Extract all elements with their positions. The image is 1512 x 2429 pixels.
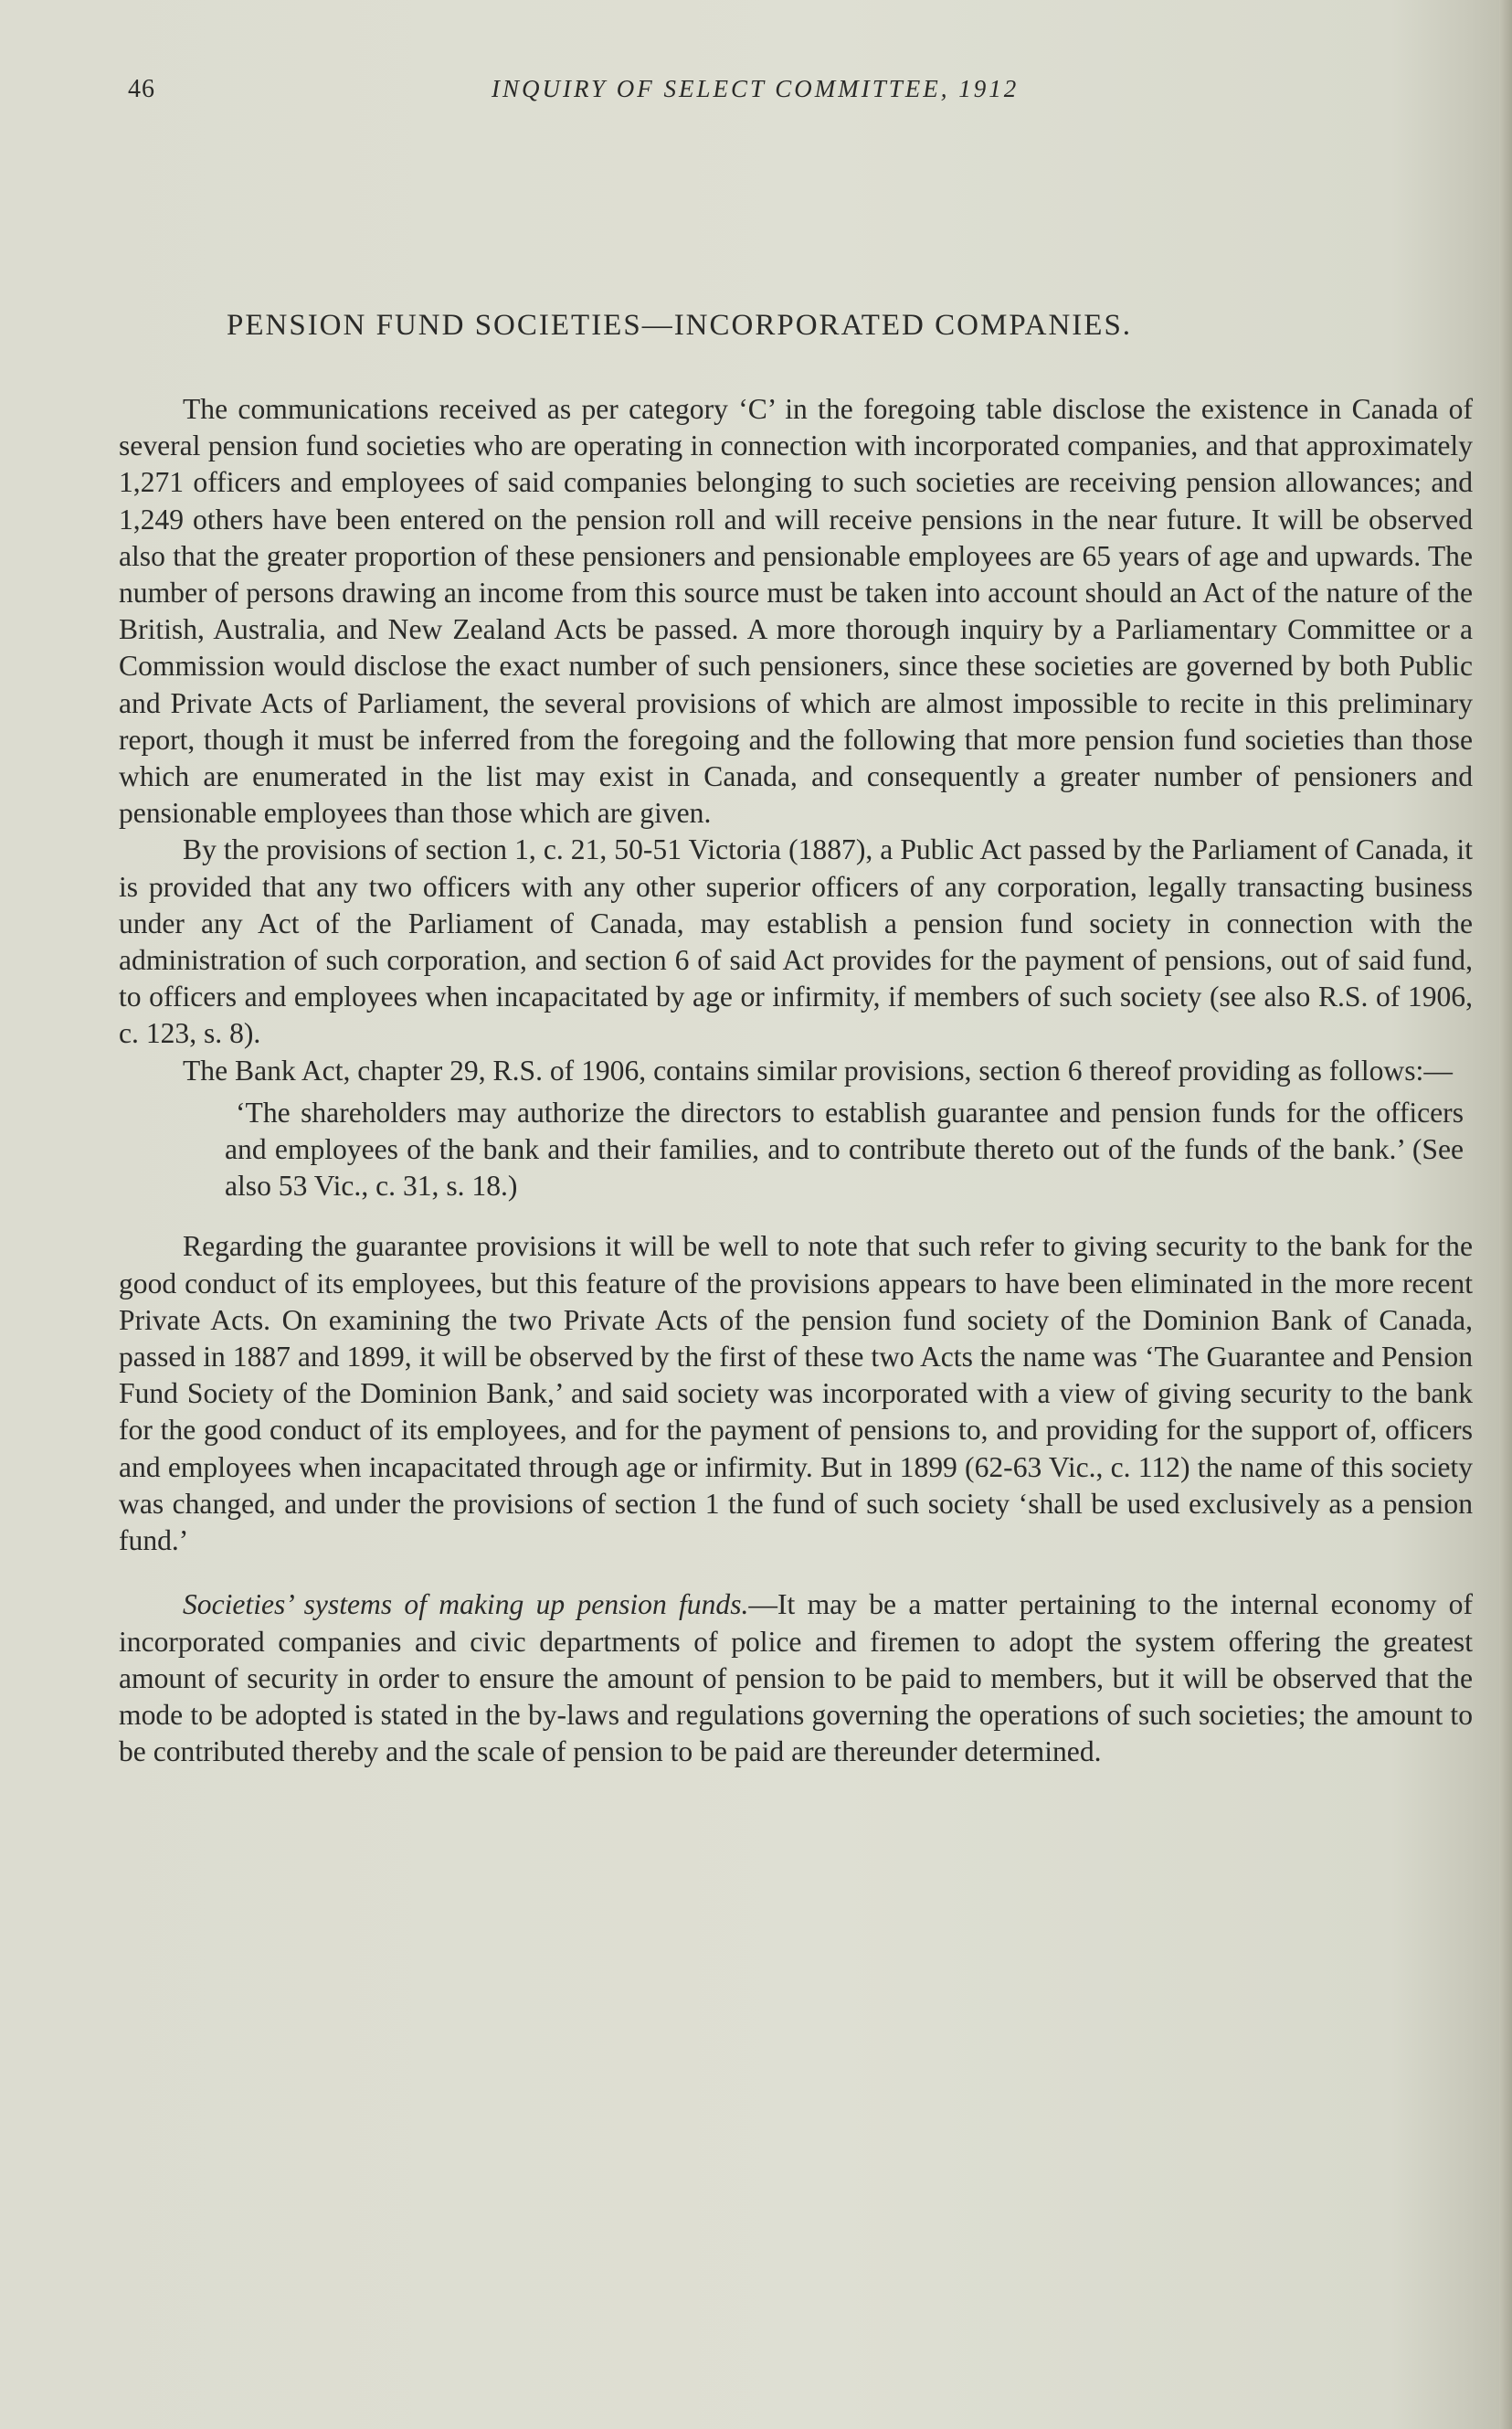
paragraph-public-act-1887: By the provisions of section 1, c. 21, 50-51 Victoria (1887), a Public Act passed by the Parliament of Canada, it is provided that any two officers with any other superior officers of any corporation, legally transacting business under any Act of the Parliament of Canada, may establish a pension fund society in connection with the administration of such corporation, and section 6 of said Act provides for the payment of pensions, out of said fund, to officers and employees when incapacitated by age or infirmity, if members of such society (see also R.S. of 1906, c. 123, s. 8). <box>119 833 1473 1050</box>
page-edge-shadow <box>1499 0 1512 2429</box>
body-text <box>119 391 1473 1770</box>
paragraph-pension-systems <box>119 1586 1473 1770</box>
paragraph-guarantee-provisions: Regarding the guarantee provisions it will be well to note that such refer to giving security to the bank for the good conduct of its employees, but this feature of the provisions appears to have been eliminated in the more recent Private Acts. On examining the two Private Acts of the pension fund society of the Dominion Bank of Canada, passed in 1887 and 1899, it will be observed by the first of these two Acts the name was ‘The Guarantee and Pension Fund Society of the Dominion Bank,’ and said society was incorporated with a view of giving security to the bank for the good conduct of its employees, and for the payment of pensions to, and providing for the support of, officers and employees when incapacitated through age or infirmity. But in 1899 (62-63 Vic., c. 112) the name of this society was changed, and under the provisions of section 1 the fund of such society ‘shall be used exclusively as a pension fund.’ <box>119 1230 1473 1557</box>
paragraph-bank-act: The Bank Act, chapter 29, R.S. of 1906, contains similar provisions, section 6 thereof providing as follows:— <box>183 1054 1453 1087</box>
paragraph-category-c: The communications received as per category ‘C’ in the foregoing table disclose the existence in Canada of several pension fund societies who are operating in connection with incorporated companies, and that approximately 1,271 officers and employees of said companies belonging to such societies are receiving pension allowances; and 1,249 others have been entered on the pension roll and will receive pensions in the near future. It will be observed also that the greater proportion of these pensioners and pensionable employees are 65 years of age and upwards. The number of persons drawing an income from this source must be taken into account should an Act of the nature of the British, Australia, and New Zealand Acts be passed. A more thorough inquiry by a Parliamentary Committee or a Commission would disclose the exact number of such pensioners, since these societies are governed by both Public and Private Acts of Parliament, the several provisions of which are almost impossible to recite in this preliminary report, though it must be inferred from the foregoing and the following that more pension fund societies than those which are enumerated in the list may exist in Canada, and consequently a greater number of pensioners and pensionable employees than those which are given. <box>119 393 1473 830</box>
running-title: INQUIRY OF SELECT COMMITTEE, 1912 <box>492 75 1020 102</box>
paragraph-pension-systems-text: —It may be a matter pertaining to the internal economy of incorporated companies and civic departments of police and firemen to adopt the system offering the greatest amount of security in order to ensure the amount of pension to be paid to members, but it will be observed that the mode to be adopted is stated in the by-laws and regulations governing the operations of such societies; the amount to be contributed thereby and the scale of pension to be paid are thereunder determined. <box>119 1588 1473 1768</box>
bank-act-quotation: ‘The shareholders may authorize the directors to establish guarantee and pension funds for the officers and employees of the bank and their families, and to contribute thereto out of the funds of the bank.’ (See also 53 Vic., c. 31, s. 18.) <box>225 1096 1464 1203</box>
section-title: PENSION FUND SOCIETIES—INCORPORATED COMPANIES. <box>227 309 1133 342</box>
running-head <box>128 75 1462 111</box>
page-number: 46 <box>128 75 155 103</box>
paragraph-side-heading: Societies’ systems of making up pension funds. <box>183 1588 749 1621</box>
